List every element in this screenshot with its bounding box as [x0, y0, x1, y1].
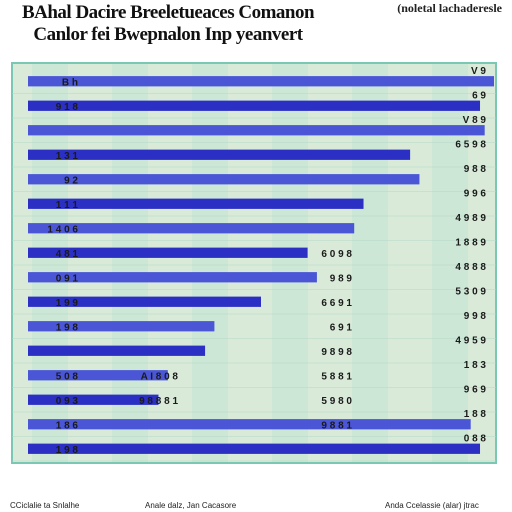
left-tick-label: 1 9 8: [55, 322, 78, 334]
footer-left: CCiclalie ta Snlalhe: [10, 501, 80, 510]
right-tick-label: 4 9 5 9: [455, 335, 486, 347]
footer-middle: Anale dalz, Jan Cacasore: [145, 501, 237, 510]
inner-data-label: 9 8 8 8 1: [139, 395, 178, 407]
right-tick-label: 1 8 3: [463, 360, 486, 372]
right-tick-label: 1 8 8 9: [455, 237, 486, 249]
bar-chart: [0, 55, 512, 495]
right-tick-label: 6 5 9 8: [455, 139, 486, 151]
corner-note: (noletal lachaderesle: [397, 1, 502, 15]
left-tick-label: 4 8 1: [55, 248, 78, 260]
chart-title-line2: Canlor fei Bwepnalon Inp yeanvert: [33, 24, 303, 45]
right-tick-label: V 9: [470, 66, 486, 78]
bar: [28, 101, 480, 111]
background-stripe: [352, 63, 388, 463]
middle-data-label: 5 8 8 1: [321, 371, 352, 383]
right-tick-label: 9 8 8: [463, 164, 486, 176]
left-tick-label: 0 9 1: [55, 273, 78, 285]
left-tick-label: 9 2: [64, 175, 78, 187]
inner-data-label: A I 8 0 8: [140, 371, 178, 383]
chart-title-line1: BAhal Dacire Breeletueaces Comanon: [21, 2, 315, 23]
left-tick-label: 1 9 8: [55, 444, 78, 456]
right-tick-label: 9 9 6: [463, 188, 486, 200]
right-tick-label: 6 9: [472, 90, 486, 102]
middle-data-label: 6 6 9 1: [321, 297, 352, 309]
bar: [28, 125, 485, 135]
middle-data-label: 6 9 1: [329, 322, 352, 334]
bar: [28, 76, 494, 89]
right-tick-label: 1 8 8: [463, 409, 486, 421]
bar: [28, 199, 364, 209]
chart-title: [0, 2, 336, 46]
bar: [28, 174, 419, 187]
bar: [28, 444, 480, 454]
background-stripe: [272, 63, 308, 463]
left-tick-label: 5 0 8: [55, 371, 78, 383]
left-tick-label: 1 1 1: [55, 199, 78, 211]
middle-data-label: 9 8 8 1: [321, 420, 352, 432]
middle-data-label: 9 8 9: [329, 273, 352, 285]
right-tick-label: 9 9 8: [463, 311, 486, 323]
right-tick-label: 5 3 0 9: [455, 286, 486, 298]
right-tick-label: 0 8 8: [463, 433, 486, 445]
left-tick-label: 1 9 9: [55, 297, 78, 309]
middle-data-label: 5 9 8 0: [321, 395, 352, 407]
bar: [28, 419, 471, 432]
left-tick-label: 1 8 6: [55, 420, 78, 432]
background-stripe: [192, 63, 228, 463]
middle-data-label: 6 0 9 8: [321, 248, 352, 260]
bar: [28, 346, 205, 356]
right-tick-label: 4 9 8 9: [455, 213, 486, 225]
right-tick-label: V 8 9: [462, 115, 486, 127]
left-tick-label: 9 1 8: [55, 101, 78, 113]
middle-data-label: 9 8 9 8: [321, 346, 352, 358]
left-tick-label: B h: [61, 77, 78, 89]
bar: [28, 150, 410, 160]
right-tick-label: 9 6 9: [463, 384, 486, 396]
right-tick-label: 4 8 8 8: [455, 262, 486, 274]
left-tick-label: 0 9 3: [55, 395, 78, 407]
left-tick-label: 1 3 1: [55, 150, 78, 162]
left-tick-label: 1 4 0 6: [47, 224, 78, 236]
footer-right: Anda Ccelassie (alar) jtrac: [385, 501, 479, 510]
